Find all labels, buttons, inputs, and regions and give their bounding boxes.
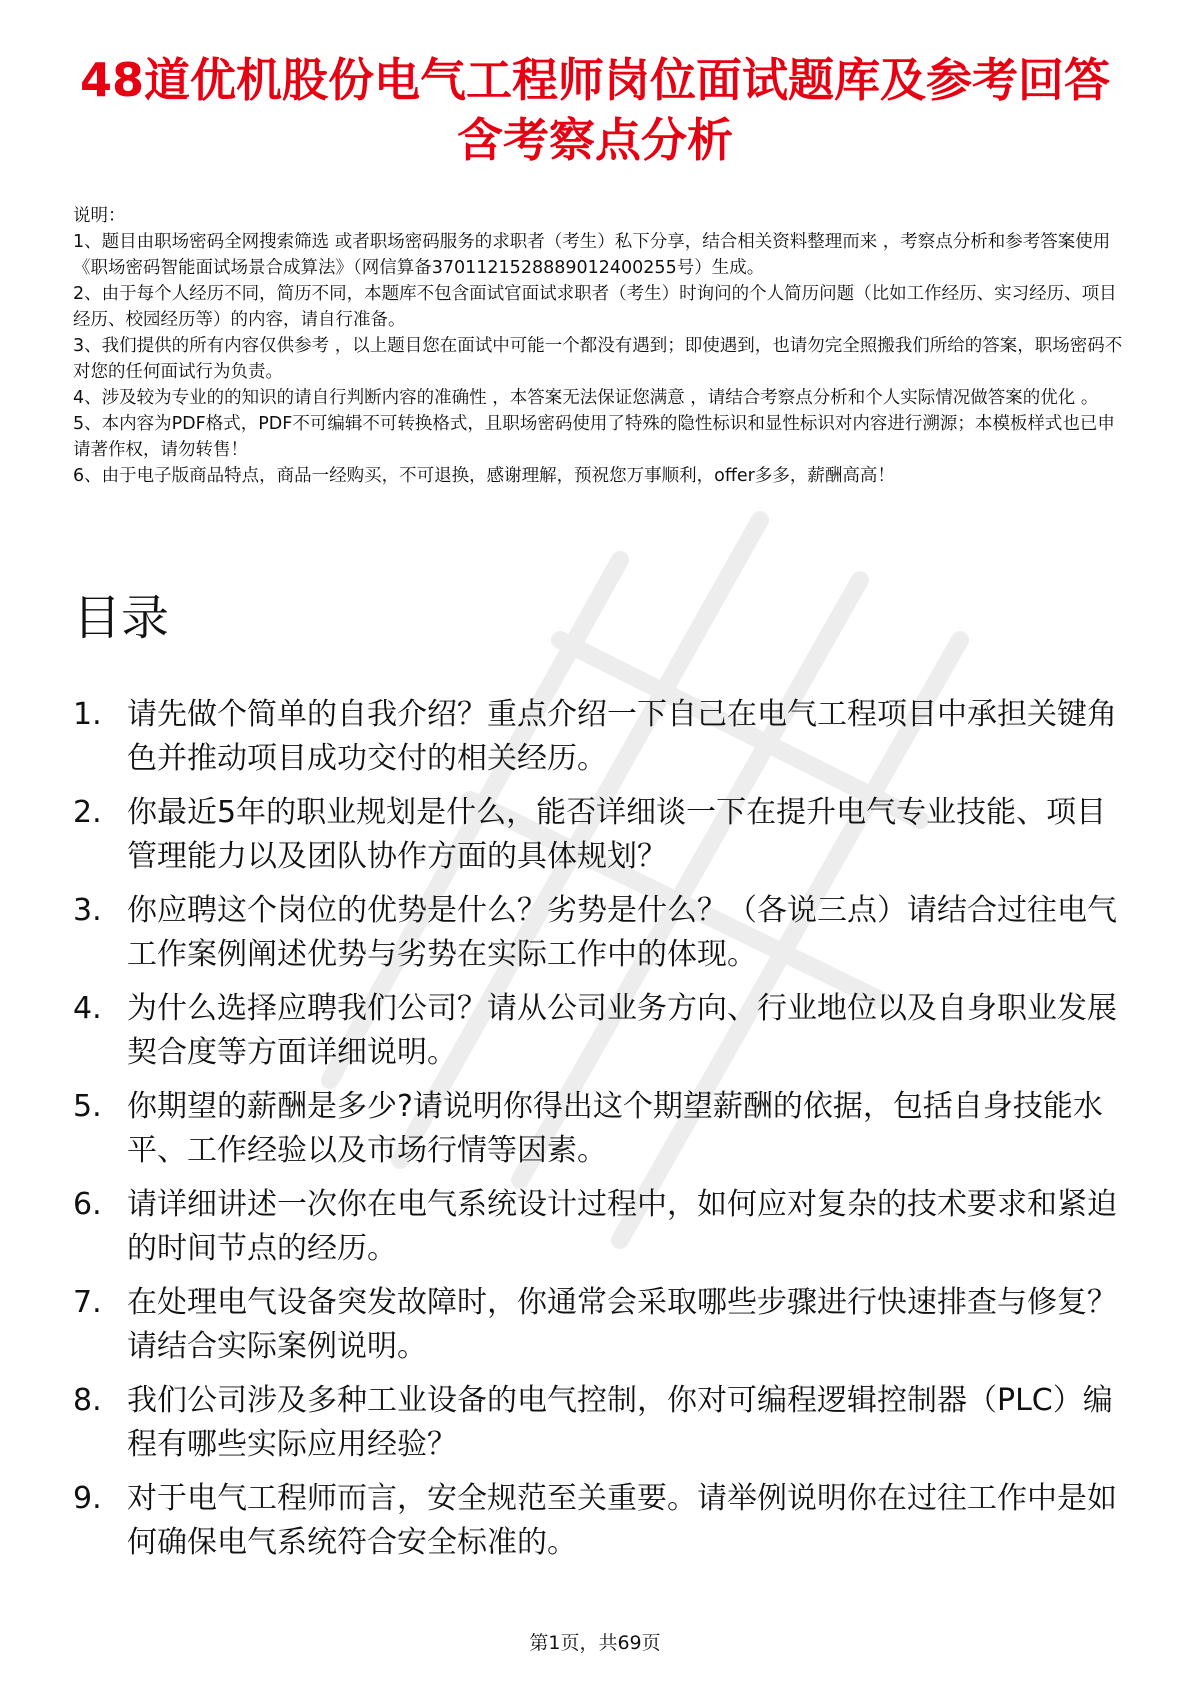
toc-item-number: 5. <box>73 1089 102 1124</box>
toc-item-text: 你期望的薪酬是多少?请说明你得出这个期望薪酬的依据，包括自身技能水平、工作经验以及市场行情等因素。 <box>127 1089 1103 1168</box>
toc-heading: 目录 <box>73 590 170 646</box>
note-item: 5、本内容为PDF格式，PDF不可编辑不可转换格式，且职场密码使用了特殊的隐性标识和显性标识对内容进行溯源；本模板样式也已申请著作权，请勿转售！ <box>73 414 1115 460</box>
document-title: 48道优机股份电气工程师岗位面试题库及参考回答含考察点分析 <box>79 53 1110 167</box>
toc-item-text: 你应聘这个岗位的优势是什么？劣势是什么？（各说三点）请结合过往电气工作案例阐述优势与劣势在实际工作中的体现。 <box>127 893 1117 972</box>
toc-item-number: 6. <box>73 1187 102 1222</box>
toc-item-text: 请先做个简单的自我介绍？重点介绍一下自己在电气工程项目中承担关键角色并推动项目成功交付的相关经历。 <box>127 697 1117 776</box>
note-item: 4、涉及较为专业的的知识的请自行判断内容的准确性 ，本答案无法保证您满意 ，请结合考察点分析和个人实际情况做答案的优化 。 <box>73 388 1099 408</box>
toc-item[interactable] <box>73 1085 1133 1183</box>
toc-item-number: 2. <box>73 795 102 830</box>
toc-list <box>73 693 1133 1575</box>
note-item: 1、题目由职场密码全网搜索筛选 或者职场密码服务的求职者（考生）私下分享，结合相关资料整理而来 ，考察点分析和参考答案使用《职场密码智能面试场景合成算法》（网信算备3701121528889012400255号）生成。 <box>73 232 1111 278</box>
note-item: 3、我们提供的所有内容仅供参考 ，以上题目您在面试中可能一个都没有遇到；即使遇到，也请勿完全照搬我们所给的答案，职场密码不对您的任何面试行为负责。 <box>73 336 1123 382</box>
toc-item[interactable] <box>73 693 1133 791</box>
toc-item-text: 对于电气工程师而言，安全规范至关重要。请举例说明你在过往工作中是如何确保电气系统符合安全标准的。 <box>127 1481 1117 1560</box>
toc-item-number: 4. <box>73 991 102 1026</box>
toc-item-text: 你最近5年的职业规划是什么，能否详细谈一下在提升电气专业技能、项目管理能力以及团队协作方面的具体规划？ <box>127 795 1107 874</box>
toc-item-text: 我们公司涉及多种工业设备的电气控制，你对可编程逻辑控制器（PLC）编程有哪些实际应用经验？ <box>127 1383 1113 1462</box>
toc-item[interactable] <box>73 791 1133 889</box>
toc-item[interactable] <box>73 1477 1133 1575</box>
notes-section <box>73 203 1123 489</box>
toc-item-text: 请详细讲述一次你在电气系统设计过程中，如何应对复杂的技术要求和紧迫的时间节点的经历。 <box>127 1187 1117 1266</box>
toc-item-number: 8. <box>73 1383 102 1418</box>
toc-item-text: 在处理电气设备突发故障时，你通常会采取哪些步骤进行快速排查与修复？请结合实际案例说明。 <box>127 1285 1117 1364</box>
toc-item-text: 为什么选择应聘我们公司？请从公司业务方向、行业地位以及自身职业发展契合度等方面详细说明。 <box>127 991 1117 1070</box>
notes-label: 说明： <box>73 206 126 226</box>
toc-item-number: 7. <box>73 1285 102 1320</box>
toc-item[interactable] <box>73 1379 1133 1477</box>
toc-item[interactable] <box>73 889 1133 987</box>
toc-item[interactable] <box>73 1281 1133 1379</box>
toc-item[interactable] <box>73 1183 1133 1281</box>
note-item: 2、由于每个人经历不同，简历不同，本题库不包含面试官面试求职者（考生）时询问的个人简历问题（比如工作经历、实习经历、项目经历、校园经历等）的内容，请自行准备。 <box>73 284 1117 330</box>
toc-item-number: 9. <box>73 1481 102 1516</box>
toc-item[interactable] <box>73 987 1133 1085</box>
note-item: 6、由于电子版商品特点，商品一经购买，不可退换，感谢理解，预祝您万事顺利，offer多多，薪酬高高！ <box>73 466 895 486</box>
toc-item-number: 1. <box>73 697 102 732</box>
page-footer: 第1页，共69页 <box>529 1632 661 1654</box>
toc-item-number: 3. <box>73 893 102 928</box>
